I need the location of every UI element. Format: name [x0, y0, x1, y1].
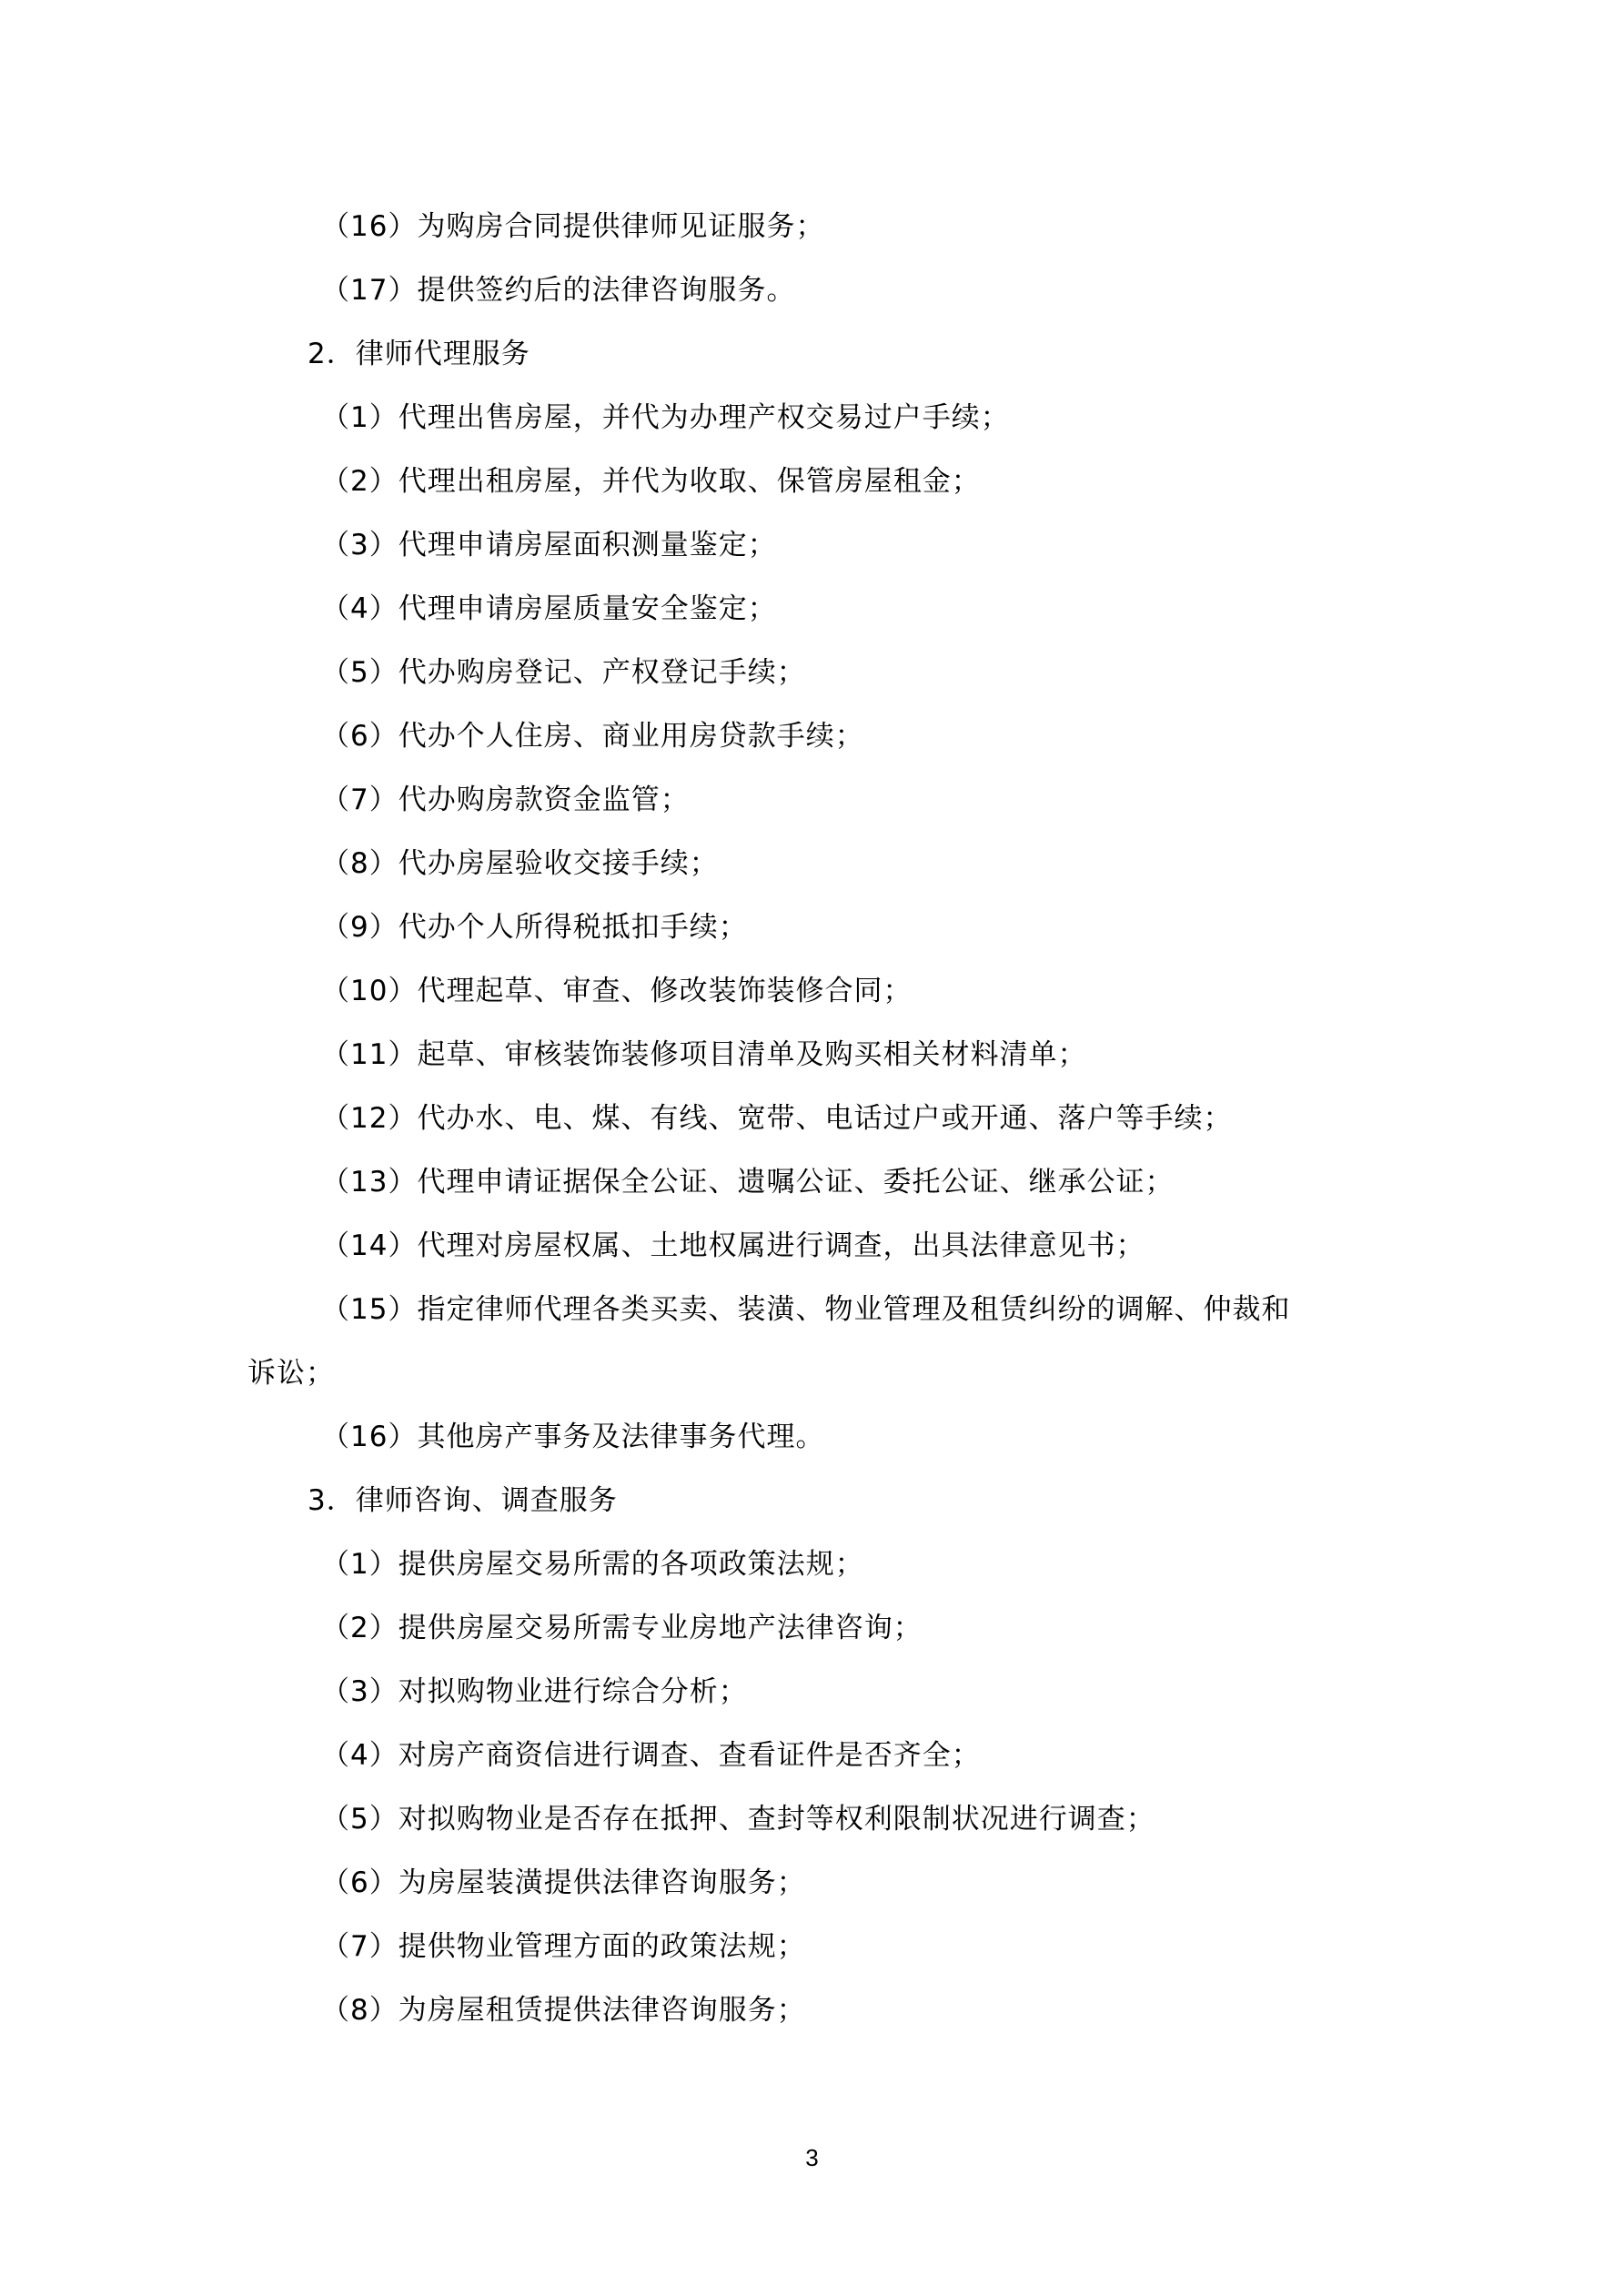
text-line: （5）对拟购物业是否存在抵押、查封等权利限制状况进行调查； [321, 1803, 1155, 1836]
text-line: （15）指定律师代理各类买卖、装潢、物业管理及租赁纠纷的调解、仲裁和 [321, 1293, 1291, 1326]
text-line: （6）代办个人住房、商业用房贷款手续； [321, 720, 864, 753]
text-line: （2）提供房屋交易所需专业房地产法律咨询； [321, 1612, 923, 1644]
text-line: （8）代办房屋验收交接手续； [321, 847, 719, 880]
text-line: （3）对拟购物业进行综合分析； [321, 1675, 748, 1708]
text-line: （8）为房屋租赁提供法律咨询服务； [321, 1994, 806, 2027]
text-line: （3）代理申请房屋面积测量鉴定； [321, 529, 777, 561]
text-line: （16）其他房产事务及法律事务代理。 [321, 1421, 825, 1453]
section-heading: 3．律师咨询、调查服务 [308, 1484, 618, 1517]
text-line: （9）代办个人所得税抵扣手续； [321, 911, 748, 944]
text-line: （6）为房屋装潢提供法律咨询服务； [321, 1866, 806, 1899]
text-line: （1）代理出售房屋，并代为办理产权交易过户手续； [321, 401, 1010, 434]
text-line: （14）代理对房屋权属、土地权属进行调查，出具法律意见书； [321, 1229, 1145, 1262]
text-line: （16）为购房合同提供律师见证服务； [321, 210, 825, 243]
text-line: （12）代办水、电、煤、有线、宽带、电话过户或开通、落户等手续； [321, 1102, 1233, 1135]
section-heading: 2．律师代理服务 [308, 338, 530, 370]
text-line: （10）代理起草、审查、修改装饰装修合同； [321, 975, 913, 1007]
text-line: （4）对房产商资信进行调查、查看证件是否齐全； [321, 1739, 981, 1772]
text-line-continuation: 诉讼； [247, 1357, 335, 1390]
text-line: （1）提供房屋交易所需的各项政策法规； [321, 1548, 864, 1581]
text-line: （17）提供签约后的法律咨询服务。 [321, 274, 796, 307]
text-line: （13）代理申请证据保全公证、遗嘱公证、委托公证、继承公证； [321, 1166, 1175, 1199]
page-number: 3 [805, 2144, 819, 2171]
text-line: （5）代办购房登记、产权登记手续； [321, 656, 806, 689]
text-line: （7）提供物业管理方面的政策法规； [321, 1930, 806, 1963]
text-line: （2）代理出租房屋，并代为收取、保管房屋租金； [321, 465, 981, 498]
text-line: （11）起草、审核装饰装修项目清单及购买相关材料清单； [321, 1038, 1087, 1071]
text-line: （7）代办购房款资金监管； [321, 784, 690, 816]
text-line: （4）代理申请房屋质量安全鉴定； [321, 592, 777, 625]
